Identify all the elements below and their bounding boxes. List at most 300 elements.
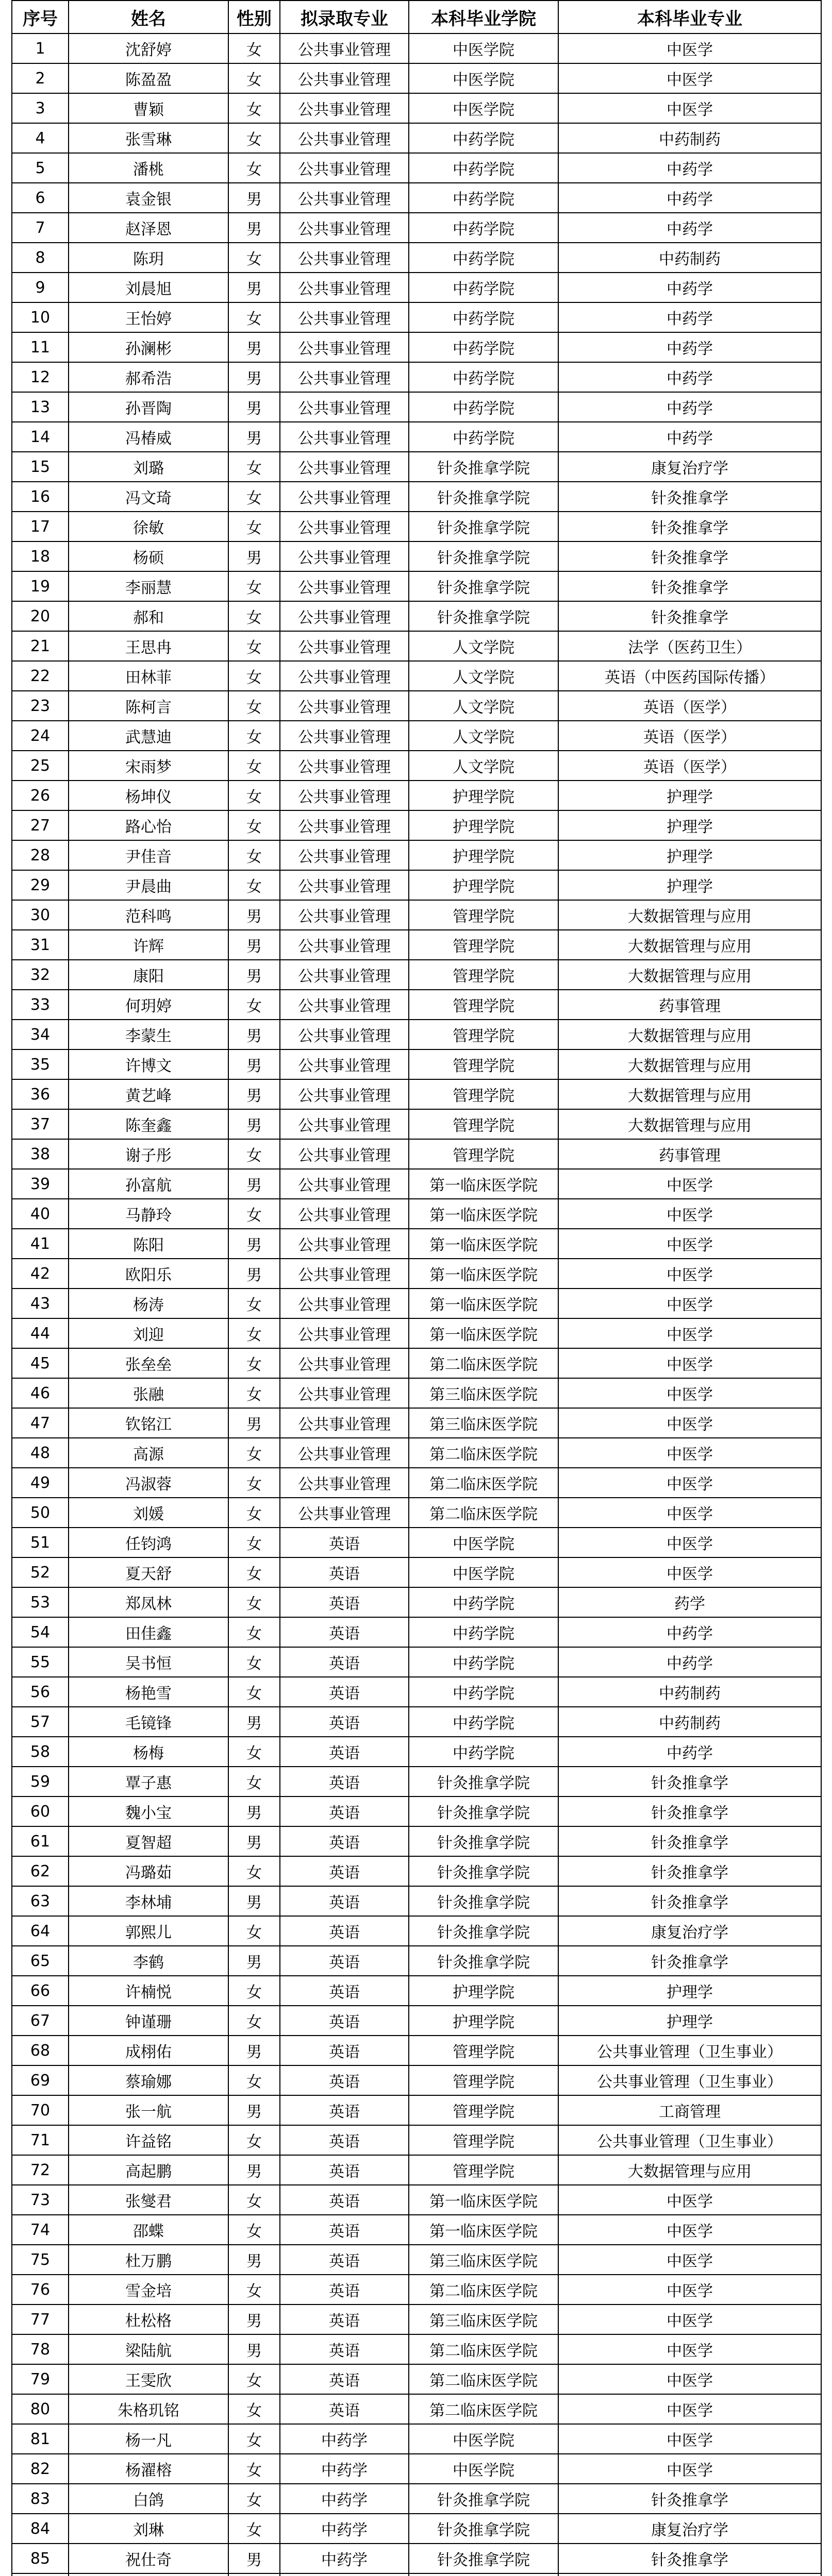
cell-no: 57 xyxy=(12,1707,69,1737)
cell-no: 43 xyxy=(12,1289,69,1318)
cell-name: 杨艳雪 xyxy=(69,1677,228,1707)
cell-gender: 女 xyxy=(228,631,280,661)
cell-undergrad-school: 第二临床医学院 xyxy=(409,2275,558,2304)
cell-no: 27 xyxy=(12,810,69,840)
cell-gender: 男 xyxy=(228,1886,280,1916)
cell-name: 张融 xyxy=(69,1378,228,1408)
cell-name: 潘桃 xyxy=(69,153,228,183)
cell-undergrad-major: 针灸推拿学 xyxy=(558,2484,821,2514)
cell-admitted-major: 公共事业管理 xyxy=(280,601,409,631)
table-row xyxy=(12,302,821,332)
table-row xyxy=(12,840,821,870)
cell-gender: 女 xyxy=(228,512,280,541)
cell-name: 马静玲 xyxy=(69,1199,228,1229)
cell-no: 52 xyxy=(12,1557,69,1587)
cell-name: 沈舒婷 xyxy=(69,33,228,63)
cell-no: 37 xyxy=(12,1109,69,1139)
cell-name: 张雪琳 xyxy=(69,123,228,153)
cell-no: 40 xyxy=(12,1199,69,1229)
cell-name: 刘琳 xyxy=(69,2514,228,2544)
cell-name: 覃子惠 xyxy=(69,1767,228,1797)
cell-no: 30 xyxy=(12,900,69,930)
cell-undergrad-major: 中医学 xyxy=(558,1557,821,1587)
cell-no: 38 xyxy=(12,1139,69,1169)
cell-gender: 女 xyxy=(228,721,280,751)
cell-undergrad-major: 英语（医学） xyxy=(558,751,821,781)
cell-gender: 男 xyxy=(228,960,280,990)
cell-gender: 女 xyxy=(228,1587,280,1617)
cell-no xyxy=(12,2573,69,2576)
cell-name: 谢子彤 xyxy=(69,1139,228,1169)
cell-undergrad-major: 中药学 xyxy=(558,392,821,422)
cell-name: 袁金银 xyxy=(69,183,228,213)
cell-gender: 男 xyxy=(228,1826,280,1856)
cell-undergrad-major: 针灸推拿学 xyxy=(558,1886,821,1916)
cell-gender: 女 xyxy=(228,302,280,332)
cell-gender: 女 xyxy=(228,1438,280,1468)
cell-gender: 女 xyxy=(228,153,280,183)
cell-undergrad-school: 中医学院 xyxy=(409,2454,558,2484)
cell-admitted-major: 英语 xyxy=(280,2125,409,2155)
cell-name: 郝希浩 xyxy=(69,362,228,392)
cell-undergrad-major: 针灸推拿学 xyxy=(558,1797,821,1826)
cell-no: 15 xyxy=(12,452,69,482)
cell-no: 45 xyxy=(12,1348,69,1378)
cell-gender: 女 xyxy=(228,691,280,721)
cell-undergrad-school: 中医学院 xyxy=(409,93,558,123)
table-row xyxy=(12,990,821,1020)
cell-name: 杨濯榕 xyxy=(69,2454,228,2484)
cell-admitted-major: 公共事业管理 xyxy=(280,362,409,392)
cell-no: 82 xyxy=(12,2454,69,2484)
cell-no: 31 xyxy=(12,930,69,960)
cell-name: 冯文琦 xyxy=(69,482,228,512)
cell-name: 雪金培 xyxy=(69,2275,228,2304)
cell-undergrad-major: 护理学 xyxy=(558,810,821,840)
cell-undergrad-school: 第一临床医学院 xyxy=(409,1289,558,1318)
cell-name: 陈奎鑫 xyxy=(69,1109,228,1139)
cell-name: 冯璐茹 xyxy=(69,1856,228,1886)
table-row xyxy=(12,2514,821,2544)
table-row xyxy=(12,1020,821,1049)
cell-admitted-major: 公共事业管理 xyxy=(280,691,409,721)
cell-name: 康阳 xyxy=(69,960,228,990)
cell-name: 杨涛 xyxy=(69,1289,228,1318)
cell-undergrad-school: 中药学院 xyxy=(409,123,558,153)
cell-name: 许益铭 xyxy=(69,2125,228,2155)
cell-undergrad-major: 护理学 xyxy=(558,2006,821,2036)
cell-admitted-major: 英语 xyxy=(280,1916,409,1946)
cell-undergrad-school: 第一临床医学院 xyxy=(409,1318,558,1348)
table-row xyxy=(12,1826,821,1856)
cell-undergrad-major: 针灸推拿学 xyxy=(558,2544,821,2573)
cell-undergrad-major: 康复治疗学 xyxy=(558,1916,821,1946)
cell-undergrad-major: 大数据管理与应用 xyxy=(558,1079,821,1109)
cell-gender: 女 xyxy=(228,2484,280,2514)
cell-admitted-major: 英语 xyxy=(280,1797,409,1826)
cell-gender: 男 xyxy=(228,2334,280,2364)
cell-gender: 男 xyxy=(228,1109,280,1139)
cell-no: 56 xyxy=(12,1677,69,1707)
cell-undergrad-school: 第一临床医学院 xyxy=(409,1229,558,1259)
cell-undergrad-school: 第三临床医学院 xyxy=(409,1378,558,1408)
header-row xyxy=(12,1,821,33)
table-row xyxy=(12,571,821,601)
cell-no: 64 xyxy=(12,1916,69,1946)
cell-admitted-major: 英语 xyxy=(280,1528,409,1557)
cell-undergrad-major: 针灸推拿学 xyxy=(558,482,821,512)
cell-undergrad-school: 管理学院 xyxy=(409,930,558,960)
cell-undergrad-school: 针灸推拿学院 xyxy=(409,1856,558,1886)
cell-gender: 女 xyxy=(228,2394,280,2424)
cell-no: 20 xyxy=(12,601,69,631)
table-row xyxy=(12,1229,821,1259)
cell-admitted-major: 公共事业管理 xyxy=(280,93,409,123)
cell-gender: 女 xyxy=(228,1976,280,2006)
cell-undergrad-school: 护理学院 xyxy=(409,1976,558,2006)
cell-name: 吴书恒 xyxy=(69,1647,228,1677)
cell-gender: 女 xyxy=(228,2514,280,2544)
cell-no: 9 xyxy=(12,273,69,302)
cell-undergrad-school: 针灸推拿学院 xyxy=(409,512,558,541)
cell-undergrad-major: 中药学 xyxy=(558,153,821,183)
cell-undergrad-school: 管理学院 xyxy=(409,1079,558,1109)
cell-gender: 女 xyxy=(228,2006,280,2036)
cell-no: 42 xyxy=(12,1259,69,1289)
cell-admitted-major: 公共事业管理 xyxy=(280,1438,409,1468)
cell-no: 76 xyxy=(12,2275,69,2304)
table-row xyxy=(12,1856,821,1886)
table-row xyxy=(12,2275,821,2304)
table-row xyxy=(12,1199,821,1229)
cell-gender: 男 xyxy=(228,362,280,392)
cell-undergrad-school: 中药学院 xyxy=(409,332,558,362)
cell-gender: 男 xyxy=(228,1946,280,1976)
cell-name: 欧阳乐 xyxy=(69,1259,228,1289)
cell-gender: 女 xyxy=(228,810,280,840)
cell-name: 李丽慧 xyxy=(69,571,228,601)
cell-undergrad-school: 第二临床医学院 xyxy=(409,1348,558,1378)
cell-admitted-major: 公共事业管理 xyxy=(280,1049,409,1079)
cell-undergrad-major: 针灸推拿学 xyxy=(558,1767,821,1797)
cell-gender: 女 xyxy=(228,2364,280,2394)
table-row xyxy=(12,751,821,781)
cell-undergrad-school: 中药学院 xyxy=(409,1617,558,1647)
cell-no: 69 xyxy=(12,2065,69,2095)
cell-gender: 男 xyxy=(228,2095,280,2125)
cell-undergrad-school: 第一临床医学院 xyxy=(409,1199,558,1229)
cell-name: 武慧迪 xyxy=(69,721,228,751)
cell-gender: 男 xyxy=(228,332,280,362)
table-row xyxy=(12,2125,821,2155)
cell-undergrad-major: 中药学 xyxy=(558,183,821,213)
cell-undergrad-school: 针灸推拿学院 xyxy=(409,1916,558,1946)
cell-undergrad-major: 中药学 xyxy=(558,362,821,392)
cell-name: 杨硕 xyxy=(69,541,228,571)
cell-gender: 女 xyxy=(228,1528,280,1557)
cell-gender: 男 xyxy=(228,930,280,960)
cell-no: 46 xyxy=(12,1378,69,1408)
cell-gender: 女 xyxy=(228,2125,280,2155)
cell-admitted-major: 公共事业管理 xyxy=(280,781,409,810)
cell-gender: 男 xyxy=(228,2155,280,2185)
cell-gender: 女 xyxy=(228,2454,280,2484)
cell-no: 14 xyxy=(12,422,69,452)
cell-undergrad-major: 针灸推拿学 xyxy=(558,512,821,541)
cell-undergrad-major: 中医学 xyxy=(558,2364,821,2394)
cell-gender: 女 xyxy=(228,243,280,273)
cell-admitted-major: 英语 xyxy=(280,1647,409,1677)
cell-name: 路心怡 xyxy=(69,810,228,840)
cell-no: 22 xyxy=(12,661,69,691)
cell-gender: 女 xyxy=(228,1557,280,1587)
cell-gender: 男 xyxy=(228,422,280,452)
cell-undergrad-school: 中医学院 xyxy=(409,2424,558,2454)
table-row xyxy=(12,1109,821,1139)
cell-gender: 男 xyxy=(228,1169,280,1199)
cell-admitted-major: 公共事业管理 xyxy=(280,930,409,960)
cell-no: 67 xyxy=(12,2006,69,2036)
cell-name: 李鹤 xyxy=(69,1946,228,1976)
cell-undergrad-school: 护理学院 xyxy=(409,781,558,810)
cell-no: 85 xyxy=(12,2544,69,2573)
cell-undergrad-major: 中医学 xyxy=(558,1229,821,1259)
cell-admitted-major: 公共事业管理 xyxy=(280,213,409,243)
cell-undergrad-major: 药事管理 xyxy=(558,1139,821,1169)
cell-gender: 男 xyxy=(228,900,280,930)
cell-undergrad-school: 人文学院 xyxy=(409,691,558,721)
cell-undergrad-school: 管理学院 xyxy=(409,2065,558,2095)
cell-no: 1 xyxy=(12,33,69,63)
cell-undergrad-major: 工商管理 xyxy=(558,2095,821,2125)
cell-name: 毛镜锋 xyxy=(69,1707,228,1737)
table-row xyxy=(12,1557,821,1587)
cell-gender: 女 xyxy=(228,2185,280,2215)
table-row xyxy=(12,422,821,452)
cell-undergrad-school: 针灸推拿学院 xyxy=(409,452,558,482)
table-row xyxy=(12,631,821,661)
cell-gender: 女 xyxy=(228,1767,280,1797)
cell-name: 钦铭江 xyxy=(69,1408,228,1438)
table-row xyxy=(12,392,821,422)
cell-no: 35 xyxy=(12,1049,69,1079)
cell-no: 2 xyxy=(12,63,69,93)
cell-undergrad-school: 中药学院 xyxy=(409,1707,558,1737)
cell-name: 杨梅 xyxy=(69,1737,228,1767)
cell-admitted-major: 公共事业管理 xyxy=(280,960,409,990)
cell-no: 11 xyxy=(12,332,69,362)
cell-gender: 女 xyxy=(228,1498,280,1528)
cell-name: 杨一凡 xyxy=(69,2424,228,2454)
cell-undergrad-major: 针灸推拿学 xyxy=(558,1856,821,1886)
cell-gender: 女 xyxy=(228,990,280,1020)
cell-undergrad-school: 护理学院 xyxy=(409,810,558,840)
cell-undergrad-major: 中药制药 xyxy=(558,243,821,273)
cell-undergrad-major: 大数据管理与应用 xyxy=(558,900,821,930)
cell-gender: 女 xyxy=(228,870,280,900)
cell-name: 杜万鹏 xyxy=(69,2245,228,2275)
cell-name: 蔡瑜娜 xyxy=(69,2065,228,2095)
cell-no: 47 xyxy=(12,1408,69,1438)
cell-name: 成栩佑 xyxy=(69,2036,228,2065)
cell-undergrad-major: 英语（中医药国际传播） xyxy=(558,661,821,691)
cell-undergrad-major xyxy=(558,2573,821,2576)
cell-no: 77 xyxy=(12,2304,69,2334)
cell-undergrad-school: 针灸推拿学院 xyxy=(409,1767,558,1797)
cell-name: 夏天舒 xyxy=(69,1557,228,1587)
cell-admitted-major: 英语 xyxy=(280,1617,409,1647)
cell-admitted-major: 公共事业管理 xyxy=(280,1079,409,1109)
cell-undergrad-major: 中医学 xyxy=(558,1468,821,1498)
cell-admitted-major: 中药学 xyxy=(280,2484,409,2514)
table-row xyxy=(12,1259,821,1289)
cell-undergrad-school: 护理学院 xyxy=(409,870,558,900)
cell-admitted-major: 公共事业管理 xyxy=(280,1378,409,1408)
cell-undergrad-major: 护理学 xyxy=(558,1976,821,2006)
cell-no: 78 xyxy=(12,2334,69,2364)
cell-undergrad-school: 第一临床医学院 xyxy=(409,1259,558,1289)
cell-no: 62 xyxy=(12,1856,69,1886)
cell-undergrad-school: 针灸推拿学院 xyxy=(409,601,558,631)
table-row xyxy=(12,1139,821,1169)
cell-name: 孙晋陶 xyxy=(69,392,228,422)
cell-admitted-major: 英语 xyxy=(280,2334,409,2364)
cell-gender: 男 xyxy=(228,541,280,571)
cell-undergrad-school: 针灸推拿学院 xyxy=(409,1797,558,1826)
cell-no: 74 xyxy=(12,2215,69,2245)
cell-undergrad-school: 针灸推拿学院 xyxy=(409,1946,558,1976)
cell-admitted-major: 公共事业管理 xyxy=(280,810,409,840)
cell-admitted-major: 英语 xyxy=(280,2304,409,2334)
cell-undergrad-major: 中药学 xyxy=(558,1647,821,1677)
cell-undergrad-school: 第二临床医学院 xyxy=(409,2364,558,2394)
table-row xyxy=(12,1289,821,1318)
table-row xyxy=(12,1916,821,1946)
cell-undergrad-major: 中医学 xyxy=(558,63,821,93)
cell-undergrad-major: 中药学 xyxy=(558,273,821,302)
cell-undergrad-major: 针灸推拿学 xyxy=(558,571,821,601)
cell-undergrad-school: 第二临床医学院 xyxy=(409,1498,558,1528)
cell-undergrad-major: 大数据管理与应用 xyxy=(558,960,821,990)
cell-no: 6 xyxy=(12,183,69,213)
cell-name: 高源 xyxy=(69,1438,228,1468)
cell-admitted-major: 公共事业管理 xyxy=(280,123,409,153)
cell-no: 12 xyxy=(12,362,69,392)
cell-gender: 男 xyxy=(228,1259,280,1289)
cell-undergrad-major: 中药学 xyxy=(558,332,821,362)
cell-undergrad-major: 中医学 xyxy=(558,2275,821,2304)
cell-no: 10 xyxy=(12,302,69,332)
table-row xyxy=(12,2544,821,2573)
cell-no: 7 xyxy=(12,213,69,243)
cell-gender: 女 xyxy=(228,781,280,810)
cell-no: 26 xyxy=(12,781,69,810)
cell-no: 21 xyxy=(12,631,69,661)
cell-gender: 男 xyxy=(228,273,280,302)
cell-undergrad-major: 中医学 xyxy=(558,1348,821,1378)
table-row xyxy=(12,1169,821,1199)
cell-name: 杨坤仪 xyxy=(69,781,228,810)
cell-gender: 女 xyxy=(228,1348,280,1378)
table-row xyxy=(12,2484,821,2514)
cell-admitted-major: 公共事业管理 xyxy=(280,273,409,302)
cell-gender: 女 xyxy=(228,1677,280,1707)
cell-admitted-major: 英语 xyxy=(280,1856,409,1886)
cell-undergrad-major: 中药制药 xyxy=(558,1707,821,1737)
cell-name: 梁陆航 xyxy=(69,2334,228,2364)
cell-undergrad-school: 管理学院 xyxy=(409,2125,558,2155)
table-row xyxy=(12,1049,821,1079)
cell-admitted-major: 英语 xyxy=(280,2275,409,2304)
admission-roster-table xyxy=(11,0,822,2576)
column-header-admitted-major: 拟录取专业 xyxy=(280,1,409,33)
cell-name: 李林埔 xyxy=(69,1886,228,1916)
cell-admitted-major: 英语 xyxy=(280,1557,409,1587)
cell-undergrad-major: 中医学 xyxy=(558,2245,821,2275)
cell-gender: 男 xyxy=(228,183,280,213)
cell-admitted-major: 公共事业管理 xyxy=(280,571,409,601)
cell-gender: 男 xyxy=(228,2036,280,2065)
cell-name: 陈盈盈 xyxy=(69,63,228,93)
cell-admitted-major: 中药学 xyxy=(280,2544,409,2573)
table-row xyxy=(12,1707,821,1737)
cell-undergrad-school: 中药学院 xyxy=(409,422,558,452)
cell-undergrad-major: 中医学 xyxy=(558,1289,821,1318)
cell-undergrad-major: 中药学 xyxy=(558,1617,821,1647)
cell-admitted-major xyxy=(280,2573,409,2576)
cell-undergrad-major: 公共事业管理（卫生事业） xyxy=(558,2065,821,2095)
cell-gender: 女 xyxy=(228,1139,280,1169)
cell-undergrad-school: 中药学院 xyxy=(409,273,558,302)
table-row xyxy=(12,1528,821,1557)
cell-gender: 女 xyxy=(228,1856,280,1886)
cell-undergrad-school: 护理学院 xyxy=(409,2006,558,2036)
cell-admitted-major: 公共事业管理 xyxy=(280,990,409,1020)
table-row xyxy=(12,810,821,840)
cell-name: 李蒙生 xyxy=(69,1020,228,1049)
cell-undergrad-school: 针灸推拿学院 xyxy=(409,2544,558,2573)
cell-admitted-major: 公共事业管理 xyxy=(280,900,409,930)
table-row xyxy=(12,1079,821,1109)
cell-name: 张燮君 xyxy=(69,2185,228,2215)
cell-gender: 女 xyxy=(228,1289,280,1318)
cell-no: 3 xyxy=(12,93,69,123)
cell-undergrad-major: 护理学 xyxy=(558,840,821,870)
cell-no: 39 xyxy=(12,1169,69,1199)
table-row xyxy=(12,1946,821,1976)
table-row xyxy=(12,93,821,123)
cell-admitted-major: 中药学 xyxy=(280,2424,409,2454)
table-row xyxy=(12,1737,821,1767)
cell-gender: 男 xyxy=(228,1408,280,1438)
cell-no: 48 xyxy=(12,1438,69,1468)
cell-name: 冯淑蓉 xyxy=(69,1468,228,1498)
cell-undergrad-school: 中药学院 xyxy=(409,1677,558,1707)
cell-no: 54 xyxy=(12,1617,69,1647)
cell-admitted-major: 英语 xyxy=(280,2364,409,2394)
cell-no: 81 xyxy=(12,2424,69,2454)
cell-name: 郭熙儿 xyxy=(69,1916,228,1946)
cell-undergrad-school: 护理学院 xyxy=(409,840,558,870)
cell-name: 孙富航 xyxy=(69,1169,228,1199)
cell-admitted-major: 公共事业管理 xyxy=(280,541,409,571)
cell-name: 刘璐 xyxy=(69,452,228,482)
cell-undergrad-school: 管理学院 xyxy=(409,1139,558,1169)
cell-gender: 男 xyxy=(228,2544,280,2573)
cell-undergrad-school: 中药学院 xyxy=(409,302,558,332)
cell-no: 59 xyxy=(12,1767,69,1797)
cell-undergrad-school: 针灸推拿学院 xyxy=(409,1886,558,1916)
